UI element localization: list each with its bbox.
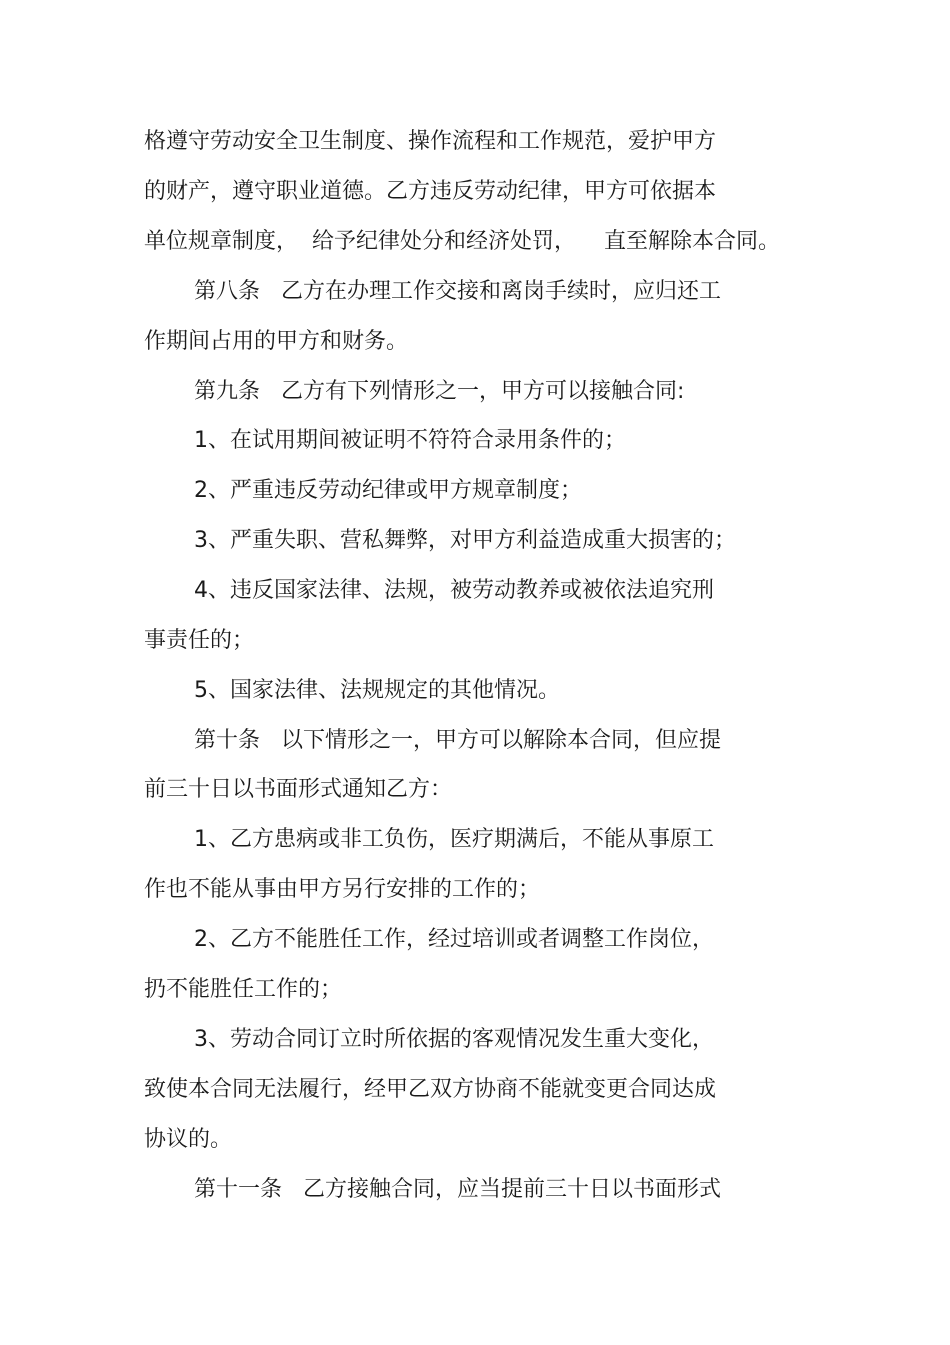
list-item-line: 1、乙方患病或非工负伤，医疗期满后，不能从事原工 xyxy=(194,827,714,852)
paragraph-line: 格遵守劳动安全卫生制度、操作流程和工作规范，爱护甲方 xyxy=(144,129,717,154)
list-item-line: 5、国家法律、法规规定的其他情况。 xyxy=(194,678,560,703)
list-item-line: 4、违反国家法律、法规，被劳动教养或被依法追究刑 xyxy=(194,578,714,603)
list-item-line: 2、严重违反劳动纪律或甲方规章制度； xyxy=(194,478,582,503)
article-11-heading-line: 第十一条 乙方接触合同，应当提前三十日以书面形式 xyxy=(194,1177,721,1202)
paragraph-line: 前三十日以书面形式通知乙方： xyxy=(144,777,453,802)
list-item-line: 3、劳动合同订立时所依据的客观情况发生重大变化， xyxy=(194,1027,714,1052)
article-9-heading-line: 第九条 乙方有下列情形之一，甲方可以接触合同: xyxy=(194,379,685,404)
list-item-continuation: 致使本合同无法履行，经甲乙双方协商不能就变更合同达成 xyxy=(144,1077,717,1102)
paragraph-line: 单位规章制度， 给予纪律处分和经济处罚， 直至解除本合同。 xyxy=(144,229,780,254)
article-8-heading-line: 第八条 乙方在办理工作交接和离岗手续时，应归还工 xyxy=(194,279,721,304)
paragraph-line: 作期间占用的甲方和财务。 xyxy=(144,329,409,354)
list-item-continuation: 协议的。 xyxy=(144,1127,233,1152)
paragraph-line: 的财产，遵守职业道德。乙方违反劳动纪律，甲方可依据本 xyxy=(144,179,717,204)
list-item-continuation: 扔不能胜任工作的； xyxy=(144,977,343,1002)
list-item-line: 3、严重失职、营私舞弊，对甲方利益造成重大损害的； xyxy=(194,528,736,553)
list-item-line: 1、在试用期间被证明不符符合录用条件的； xyxy=(194,428,626,453)
list-item-continuation: 事责任的； xyxy=(144,628,255,653)
list-item-continuation: 作也不能从事由甲方另行安排的工作的； xyxy=(144,877,541,902)
list-item-line: 2、乙方不能胜任工作，经过培训或者调整工作岗位， xyxy=(194,927,714,952)
article-10-heading-line: 第十条 以下情形之一，甲方可以解除本合同，但应提 xyxy=(194,728,721,753)
